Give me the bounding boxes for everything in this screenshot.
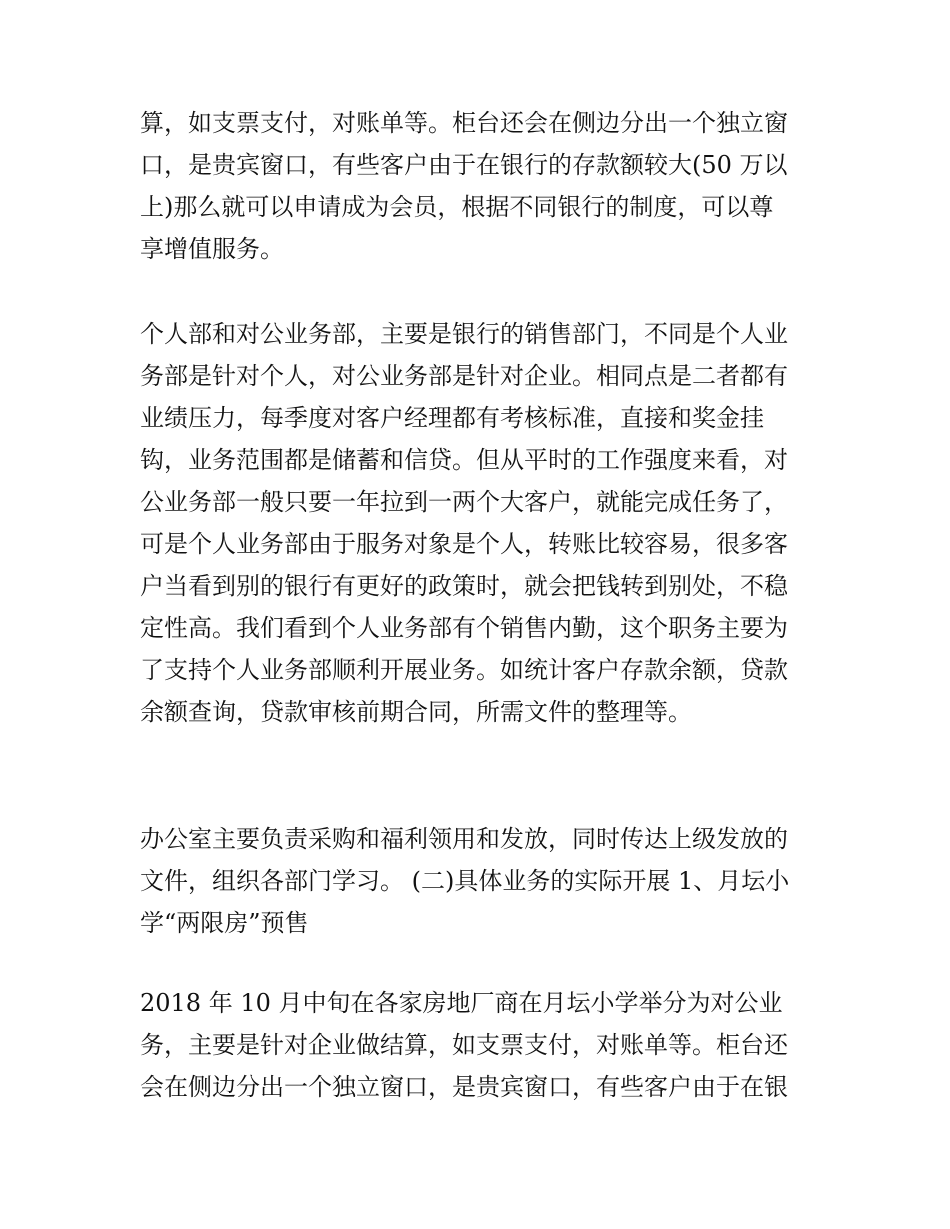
text-line: 个人部和对公业务部，主要是银行的销售部门，不同是个人业: [140, 320, 788, 348]
text-line: 业绩压力，每季度对客户经理都有考核标准，直接和奖金挂: [140, 404, 764, 432]
text-line: 了支持个人业务部顺利开展业务。如统计客户存款余额，贷款: [140, 656, 788, 684]
text-line: 2018 年 10 月中旬在各家房地厂商在月坛小学举分为对公业: [140, 989, 783, 1017]
text-line: 可是个人业务部由于服务对象是个人，转账比较容易，很多客: [140, 530, 788, 558]
text-line: 学“两限房”预售: [140, 909, 309, 937]
paragraph-1: [140, 102, 820, 270]
text-line: 文件，组织各部门学习。 (二)具体业务的实际开展 1、月坛小: [140, 867, 790, 895]
text-line: 公业务部一般只要一年拉到一两个大客户，就能完成任务了，: [140, 488, 788, 516]
text-line: 上)那么就可以申请成为会员，根据不同银行的制度，可以尊: [140, 193, 774, 221]
text-line: 务，主要是针对企业做结算，如支票支付，对账单等。柜台还: [140, 1031, 788, 1059]
text-line: 算，如支票支付，对账单等。柜台还会在侧边分出一个独立窗: [140, 109, 788, 137]
text-line: 办公室主要负责采购和福利领用和发放，同时传达上级发放的: [140, 825, 788, 853]
text-line: 口，是贵宾窗口，有些客户由于在银行的存款额较大(50 万以: [140, 151, 788, 179]
paragraph-3: [140, 818, 820, 944]
text-line: 户当看到别的银行有更好的政策时，就会把钱转到别处，不稳: [140, 572, 788, 600]
paragraph-2: [140, 313, 820, 733]
text-line: 余额查询，贷款审核前期合同，所需文件的整理等。: [140, 698, 692, 726]
text-line: 定性高。我们看到个人业务部有个销售内勤，这个职务主要为: [140, 614, 788, 642]
paragraph-4: [140, 982, 820, 1108]
text-line: 务部是针对个人，对公业务部是针对企业。相同点是二者都有: [140, 362, 788, 390]
text-line: 钩，业务范围都是储蓄和信贷。但从平时的工作强度来看，对: [140, 446, 788, 474]
text-line: 会在侧边分出一个独立窗口，是贵宾窗口，有些客户由于在银: [140, 1073, 788, 1101]
text-line: 享增值服务。: [140, 235, 284, 263]
